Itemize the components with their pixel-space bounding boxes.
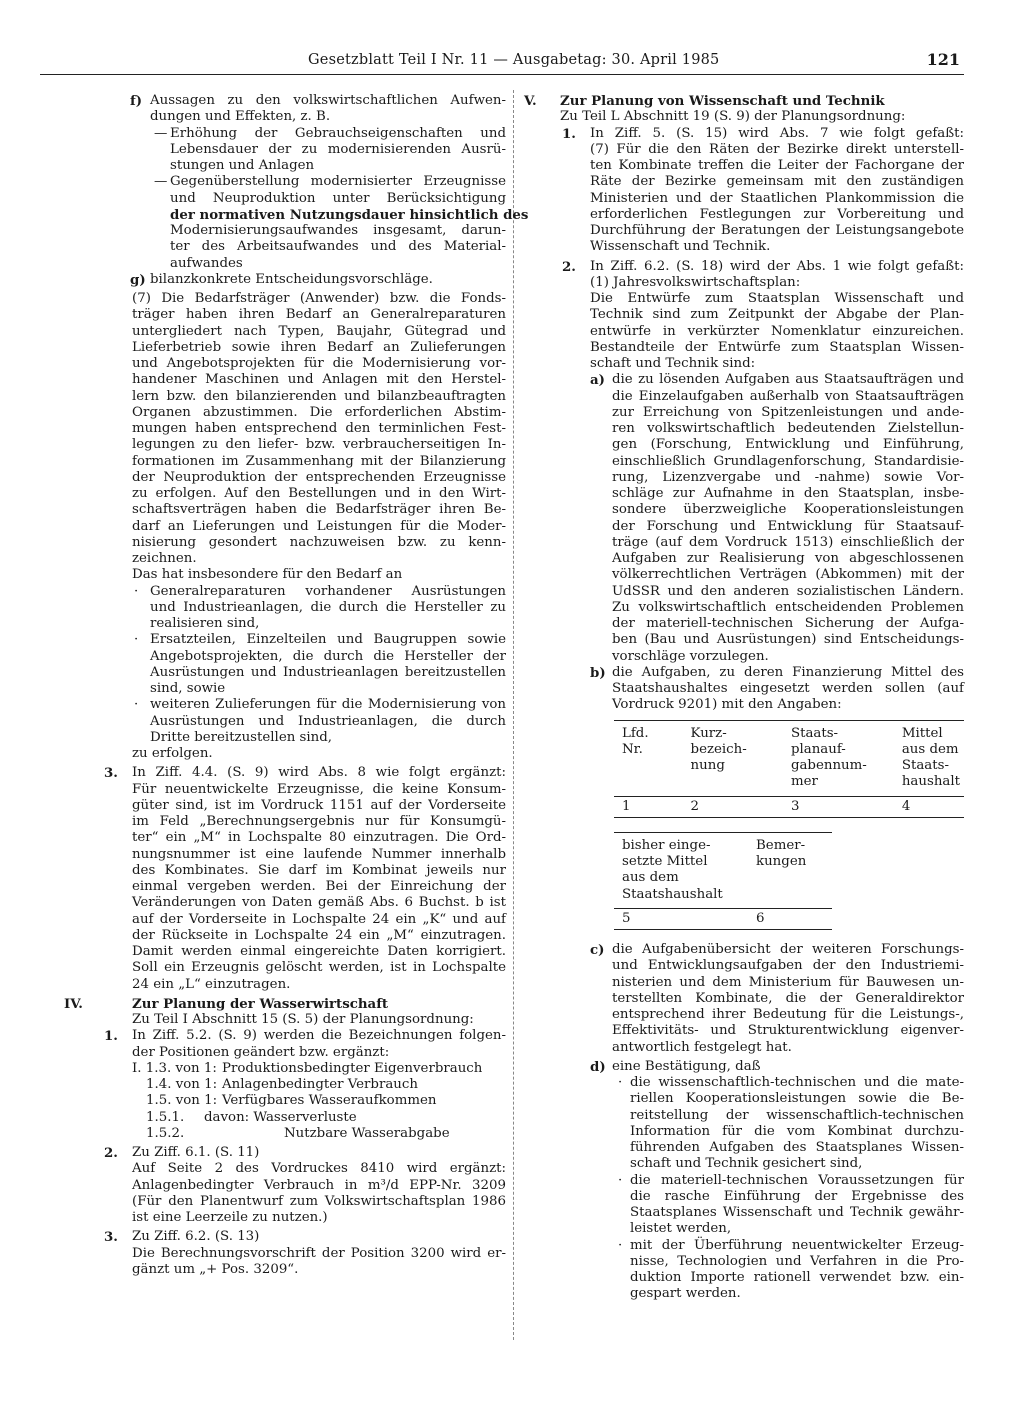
right-column <box>524 93 964 1303</box>
item-3-label: 3. <box>104 765 118 782</box>
text-line: ren volkswirtschaftlich bedeutenden Zielstellun- <box>612 421 964 436</box>
text-line: der materiell-technischen Sicherung der Aufga- <box>612 616 964 631</box>
header-text: bisher einge- <box>622 837 711 853</box>
text-line: Staatshaushaltes eingesetzt werden sollen (auf <box>612 681 964 696</box>
text-line: Generalreparaturen vorhandener Ausrüstungen <box>150 583 506 599</box>
text-line: Gegenüberstellung modernisierter Erzeugnisse <box>170 174 506 190</box>
text-line: nungsnummer ist eine laufende Nummer innerhalb <box>132 846 506 862</box>
text-line: auf der Vorderseite in Lochspalte 24 ein „K“ und auf <box>132 911 506 927</box>
text-line: ter des Arbeitsaufwandes und des Material- <box>170 239 506 255</box>
text-line: Ministerien und der Staatlichen Plankommission die <box>590 190 964 206</box>
position-code: 1.4. von 1: <box>146 1077 218 1092</box>
table-header-row <box>614 720 964 796</box>
text-line: ten Kombinate treffen die Leiter der Fachorgane der <box>590 158 964 173</box>
text-line: reitstellung der wissenschaftlich-technischen <box>630 1107 964 1123</box>
text-line: Vordruck 9201) mit den Angaben: <box>612 697 842 713</box>
text-line: Anlagenbedingter Verbrauch in m³/d EPP-Nr. 3209 <box>132 1177 506 1193</box>
position-code: 1.5.2. <box>146 1125 185 1141</box>
header-text: haushalt <box>901 774 960 790</box>
text-line: und Angebotsprojekten für die Modernisierung vor- <box>132 356 506 371</box>
text-line: zeichnen. <box>132 551 197 566</box>
text-line: Die Berechnungsvorschrift der Position 3200 wird er- <box>132 1245 506 1261</box>
text-line: Das hat insbesondere für den Bedarf an <box>132 567 403 583</box>
text-line: Angebotsprojekten, die durch die Hersteller der <box>150 648 506 664</box>
header-text: gabennum- <box>790 758 867 773</box>
bullet-item <box>70 632 506 697</box>
position-row <box>132 1126 506 1142</box>
text-line: ben (Bau und Ausrüstungen) sind Entscheidungs- <box>612 632 964 648</box>
text-line: bilanzkonkrete Entscheidungsvorschläge. <box>150 271 433 287</box>
text-line: Dritte bereitzustellen sind, <box>150 729 333 745</box>
item-g <box>70 272 506 288</box>
iv-item-1 <box>70 1028 506 1061</box>
position-row <box>132 1093 506 1109</box>
position-code: 1.5. von 1: <box>146 1093 218 1109</box>
dash-item <box>70 174 529 272</box>
column-divider <box>513 90 514 1340</box>
text-line: schaft und Technik gesichert sind, <box>630 1156 863 1172</box>
text-line: Die Entwürfe zum Staatsplan Wissenschaft und <box>590 291 964 306</box>
text-line: die rasche Einführung der Ergebnisse des <box>630 1188 964 1204</box>
header-text: setzte Mittel <box>622 854 708 869</box>
text-line: legungen zu den liefer- bzw. verbraucherseitigen In- <box>132 437 506 453</box>
text-line: rung, Lizenzvergabe und -nahme) sowie Vor- <box>612 469 964 485</box>
header-title: Gesetzblatt Teil I Nr. 11 — Ausgabetag: 30. April 1985 <box>308 52 720 68</box>
text-line: die Einzelaufgaben außerhalb von Staatsaufträgen <box>612 388 964 404</box>
bullet-item <box>524 1238 964 1303</box>
section-iv-title: Zur Planung der Wasserwirtschaft <box>132 995 389 1012</box>
table-cell: 3 <box>790 798 800 814</box>
header-text: Kurz- <box>690 725 727 741</box>
text-line: einmal vergeben werden. Bei der Einreichung der <box>132 879 506 894</box>
text-line: die zu lösenden Aufgaben aus Staatsaufträgen und <box>612 372 964 388</box>
text-line: sind, sowie <box>150 681 226 696</box>
text-line: In Ziff. 5.2. (S. 9) werden die Bezeichnungen folgen- <box>132 1028 506 1044</box>
iv-item-1-label: 1. <box>104 1028 118 1045</box>
item-a <box>524 372 964 665</box>
text-line: Lebensdauer der zu modernisierenden Ausrü- <box>170 141 506 157</box>
text-line: gen (Forschung, Entwicklung und Einführung, <box>612 437 964 453</box>
table-angaben-2 <box>614 832 832 930</box>
table-angaben-1 <box>614 720 964 818</box>
position-row <box>132 1077 506 1093</box>
text-line: dungen und Effekten, z. B. <box>150 109 331 125</box>
text-line: träger haben ihren Bedarf an Generalreparaturen <box>132 307 506 323</box>
text-line: Ersatzteilen, Einzelteilen und Baugruppen sowie <box>150 632 506 648</box>
text-line: der normativen Nutzungsdauer hinsichtlich des <box>170 206 529 223</box>
text-line: Räte der Bezirke gemeinsam mit den zuständigen <box>590 174 964 190</box>
item-3 <box>70 765 506 993</box>
text-line: In Ziff. 4.4. (S. 9) wird Abs. 8 wie folgt ergänzt: <box>132 765 506 781</box>
iv-item-3-label: 3. <box>104 1229 118 1246</box>
text-line: Zu Teil I Abschnitt 15 (S. 5) der Planungsordnung: <box>132 1012 474 1027</box>
bullet-item <box>70 584 506 633</box>
text-line: realisieren sind, <box>150 616 260 631</box>
item-f <box>70 93 506 126</box>
text-line: Veränderungen von Daten gemäß Abs. 6 Buchst. b ist <box>132 895 506 911</box>
iv-item-2-label: 2. <box>104 1145 118 1161</box>
text-line: Information für die vom Kombinat durchzu- <box>630 1123 964 1139</box>
position-row <box>132 1061 506 1077</box>
text-line: riellen Kooperationsleistungen sowie die Be- <box>630 1091 964 1107</box>
table-header-cell <box>614 832 748 908</box>
text-line: 24 ein „L“ einzutragen. <box>132 976 291 992</box>
text-line: sondere überzweigliche Kooperationsleistungen <box>612 502 964 518</box>
text-line: Zu Ziff. 6.1. (S. 11) <box>132 1145 260 1160</box>
text-line: (7) Für die den Räten der Bezirke direkt unterstell- <box>590 141 964 157</box>
text-line: (7) Die Bedarfsträger (Anwender) bzw. die Fonds- <box>132 291 506 306</box>
text-line: die wissenschaftlich-technischen und die mate- <box>630 1075 964 1090</box>
header-text: Bemer- <box>756 837 806 853</box>
text-line: Lieferbetrieb sowie ihren Bedarf an Zulieferungen <box>132 339 506 355</box>
dash-mark: — <box>154 174 168 190</box>
table-header-cell <box>783 720 894 796</box>
text-line: schaft und Technik sind: <box>590 356 756 371</box>
table-cell: 6 <box>756 910 765 926</box>
table-header-cell <box>748 832 832 908</box>
bullet-mark: · <box>618 1075 623 1090</box>
position-text: Nutzbare Wasserabgabe <box>284 1125 450 1141</box>
position-text: davon: Wasserverluste <box>204 1109 357 1125</box>
section-iv <box>64 995 506 1029</box>
bullet-mark: · <box>618 1237 623 1253</box>
text-line: Soll ein Erzeugnis gelöscht werden, ist in Lochspalte <box>132 960 506 976</box>
text-line: Erhöhung der Gebrauchseigenschaften und <box>170 125 506 141</box>
text-line: eine Bestätigung, daß <box>612 1058 761 1074</box>
text-line: weiteren Zulieferungen für die Modernisierung von <box>150 697 506 713</box>
text-line: (Für den Planentwurf zum Volkswirtschaftsplan 1986 <box>132 1193 506 1209</box>
text-line: schläge zur Aufnahme in den Staatsplan, insbe- <box>612 486 964 501</box>
text-line: zu erfolgen. <box>132 746 213 761</box>
text-line: leistet werden, <box>630 1221 732 1237</box>
item-f-label: f) <box>130 93 143 109</box>
text-line: Staatsplanes Wissenschaft und Technik gewähr- <box>630 1205 964 1220</box>
dash-mark: — <box>154 125 168 141</box>
text-line: vorschläge vorzulegen. <box>612 648 769 664</box>
text-line: entwürfe in verkürzter Nomenklatur einzureichen. <box>590 323 964 339</box>
text-line: Auf Seite 2 des Vordruckes 8410 wird ergänzt: <box>132 1161 506 1177</box>
position-text: Produktionsbedingter Eigenverbrauch <box>222 1060 483 1076</box>
header-text: Staatshaushalt <box>622 886 723 902</box>
text-line: gänzt um „+ Pos. 3209“. <box>132 1261 299 1277</box>
dash-item <box>70 126 506 175</box>
header-text: kungen <box>756 854 807 869</box>
text-line: Für neuentwickelte Erzeugnisse, die keine Konsum- <box>132 781 506 797</box>
text-line: der Neuproduktion der entsprechenden Erzeugnisse <box>132 469 506 485</box>
header-text: aus dem <box>622 870 679 886</box>
iv-item-3 <box>70 1229 506 1278</box>
position-list <box>70 1061 506 1142</box>
bullet-mark: · <box>134 583 139 599</box>
text-line: nisse, Technologien und Verfahren in die Pro- <box>630 1253 964 1269</box>
section-v-title: Zur Planung von Wissenschaft und Technik <box>560 93 885 109</box>
text-line: Aufgaben zur Realisierung von abgeschlossenen <box>612 551 964 566</box>
position-row <box>132 1110 506 1126</box>
text-line: entsprechend ihrer Bedeutung für die Leistungs-, <box>612 1007 964 1022</box>
table-cell: 4 <box>901 798 911 814</box>
text-line: antwortlich festgelegt hat. <box>612 1039 792 1055</box>
text-line: die Aufgaben, zu deren Finanzierung Mittel des <box>612 664 964 680</box>
item-b <box>524 665 964 714</box>
item-g-label: g) <box>130 271 146 288</box>
text-line: der Positionen geändert bzw. ergänzt: <box>132 1044 390 1060</box>
text-line: ist eine Leerzeile zu nutzen.) <box>132 1210 328 1225</box>
text-line: Aussagen zu den volkswirtschaftlichen Aufwen- <box>150 93 506 108</box>
v-item-1 <box>524 126 964 256</box>
item-d <box>524 1059 964 1075</box>
text-line: der Forschung und Entwicklung für Staatsauf- <box>612 518 964 534</box>
header-text: Lfd. <box>622 725 649 741</box>
table-header-cell <box>614 720 683 796</box>
text-line: Zu volkswirtschaftlich entscheidenden Problemen <box>612 599 964 615</box>
text-line: die materiell-technischen Voraussetzungen für <box>630 1172 964 1188</box>
item-b-label: b) <box>590 664 606 681</box>
bullet-mark: · <box>618 1172 623 1188</box>
position-text: Verfügbares Wasseraufkommen <box>222 1093 437 1109</box>
text-line: und Neuproduktion unter Berücksichtigung <box>170 190 506 206</box>
text-line: führenden Aufgaben des Staatsplanes Wissen- <box>630 1140 964 1155</box>
v-item-2-label: 2. <box>562 258 576 275</box>
v-item-2 <box>524 259 964 373</box>
text-line: und Entwicklungsaufgaben der den Industriemi- <box>612 958 964 974</box>
text-line: schaftsverträgen haben die Bedarfsträger ihren Be- <box>132 502 506 518</box>
text-line: Modernisierungsaufwandes insgesamt, darun- <box>170 223 506 238</box>
text-line: stungen und Anlagen <box>170 158 315 173</box>
text-line: mit der Überführung neuentwickelter Erzeug- <box>630 1237 964 1253</box>
text-line: die Aufgabenübersicht der weiteren Forschungs- <box>612 942 964 957</box>
text-line: Ausrüstungen und Industrieanlagen bereitzustellen <box>150 664 506 680</box>
header-text: aus dem <box>901 741 959 757</box>
text-line: In Ziff. 5. (S. 15) wird Abs. 7 wie folgt gefaßt: <box>590 125 964 141</box>
table-number-row <box>614 908 832 929</box>
text-line: untergliedert nach Typen, Baujahr, Gütegrad und <box>132 323 506 339</box>
header-text: bezeich- <box>690 741 747 757</box>
bullet-item <box>70 697 506 746</box>
page-header <box>40 50 964 75</box>
position-text: Anlagenbedingter Verbrauch <box>222 1077 418 1092</box>
item-d-label: d) <box>590 1058 606 1075</box>
text-line: Organen abzustimmen. Die erforderlichen Abstim- <box>132 404 506 420</box>
item-c-label: c) <box>590 942 605 958</box>
text-line: duktion Importe rationell verwendet bzw. ein- <box>630 1270 964 1285</box>
text-line: gespart werden. <box>630 1286 741 1302</box>
item-a-label: a) <box>590 372 605 389</box>
text-line: des Kombinates. Sie darf im Kombinat jeweils nur <box>132 862 506 878</box>
header-text: nung <box>690 758 725 773</box>
text-line: handener Maschinen und Anlagen mit den Herstel- <box>132 372 506 388</box>
header-text: Staats- <box>790 725 839 741</box>
table-cell: 5 <box>622 910 631 926</box>
table-cell: 1 <box>622 798 631 814</box>
text-line: Technik sind zum Zeitpunkt der Abgabe der Plan- <box>590 307 964 323</box>
text-line: güter sind, ist im Vordruck 1151 auf der Vorderseite <box>132 797 506 813</box>
text-line: aufwandes <box>170 255 243 271</box>
text-line: Durchführung der Beratungen der Leistungsangebote <box>590 223 964 238</box>
bullet-item <box>524 1173 964 1238</box>
header-text: Nr. <box>622 741 643 757</box>
v-item-1-label: 1. <box>562 125 576 142</box>
text-line: In Ziff. 6.2. (S. 18) wird der Abs. 1 wie folgt gefaßt: <box>590 258 964 274</box>
text-line: lern bzw. den bilanzierenden und bilanzbeauftragten <box>132 388 506 404</box>
text-line: völkerrechtlichen Verträgen (Abkommen) mit der <box>612 567 964 583</box>
table-cell: 2 <box>690 798 700 814</box>
position-code: I. 1.3. von 1: <box>132 1060 217 1076</box>
item-c <box>524 942 964 1056</box>
iv-item-2 <box>70 1145 506 1226</box>
section-v-label: V. <box>524 93 537 109</box>
header-text: planauf- <box>790 741 846 757</box>
text-line: Bestandteile der Entwürfe zum Staatsplan Wissen- <box>590 339 964 355</box>
text-line: nisierung gesondert nachzuweisen bzw. zu kenn- <box>132 534 506 550</box>
text-line: einschließlich Grundlagenforschung, Standardisie- <box>612 453 964 469</box>
bullet-item <box>524 1075 964 1173</box>
header-text: Staats- <box>901 758 949 773</box>
table-header-cell <box>894 720 964 796</box>
text-line: Damit werden einmal eingereichte Daten korrigiert. <box>132 944 506 959</box>
text-line: darf an Lieferungen und Leistungen für die Moder- <box>132 518 506 534</box>
bullet-mark: · <box>134 697 139 713</box>
text-line: Ausrüstungen und Industrieanlagen, die durch <box>150 713 506 729</box>
text-line: terstellten Kombinate, die der Generaldirektor <box>612 990 964 1006</box>
text-line: träge (auf dem Vordruck 1513) einschließlich der <box>612 534 964 550</box>
bullet-mark: · <box>134 632 139 648</box>
header-text: Mittel <box>901 725 943 741</box>
text-line: Effektivitäts- und Strukturentwicklung eigenver- <box>612 1023 964 1039</box>
table-number-row <box>614 796 964 817</box>
section-v <box>524 93 964 126</box>
text-line: und Industrieanlagen, die durch die Hersteller zu <box>150 599 506 615</box>
text-line: ter“ ein „M“ in Lochspalte 80 einzutragen. Die Ord- <box>132 830 506 846</box>
section-iv-label: IV. <box>64 995 83 1012</box>
text-line: der Rückseite in Lochspalte 24 ein „M“ einzutragen. <box>132 927 506 943</box>
text-line: zur Erreichung von Spitzenleistungen und ande- <box>612 404 964 420</box>
header-text: mer <box>790 774 818 790</box>
page-number: 121 <box>926 50 960 69</box>
text-line: formationen im Zusammenhang mit der Bilanzierung <box>132 453 506 469</box>
text-line: im Feld „Berechnungsergebnis nur für Konsumgü- <box>132 814 506 829</box>
text-line: Wissenschaft und Technik. <box>590 239 771 255</box>
text-line: Zu Ziff. 6.2. (S. 13) <box>132 1229 260 1245</box>
text-line: (1) Jahresvolkswirtschaftsplan: <box>590 274 801 290</box>
table-header-cell <box>683 720 783 796</box>
left-column <box>64 93 529 1278</box>
table-header-row <box>614 832 832 908</box>
text-line: Zu Teil L Abschnitt 19 (S. 9) der Planungsordnung: <box>560 109 906 125</box>
paragraph-7 <box>70 291 506 584</box>
text-line: UdSSR und den anderen sozialistischen Ländern. <box>612 583 964 599</box>
text-line: mungen haben entsprechend den terminlichen Fest- <box>132 421 506 436</box>
position-code: 1.5.1. <box>146 1109 185 1125</box>
text-line: erforderlichen Festlegungen zur Vorbereitung und <box>590 206 964 222</box>
text-line: nisterien und dem Ministerium für Bauwesen un- <box>612 974 964 990</box>
text-line: zu erfolgen. Auf den Bestellungen und in den Wirt- <box>132 486 506 501</box>
